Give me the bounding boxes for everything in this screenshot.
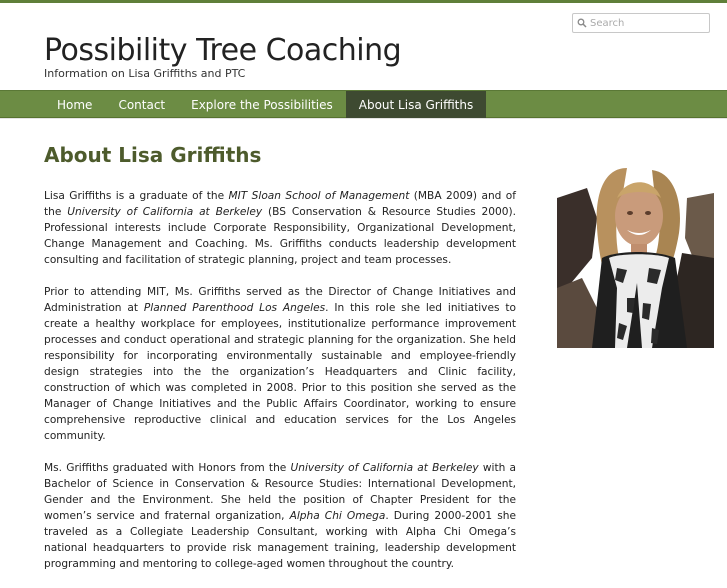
paragraph-2	[44, 284, 516, 444]
search-icon	[577, 18, 587, 28]
main-nav	[0, 90, 727, 118]
organization-name: Alpha Chi Omega	[289, 510, 386, 522]
text: . In this role she led initiatives to create a healthy workplace for employees, institutionalize performance improvement processes and conduct operational and strategic planning for the organization. She held responsibility for incorporating environmentally sustainable and employee-friendly design strategies into the the organization’s Headquarters and Clinic facility, construction of which was completed in 2008. Prior to this position she served as the Manager of Change Initiatives and the Public Affairs Coordinator, working to ensure comprehensive reproductive clinical and education services for the Los Angeles community.	[44, 302, 516, 442]
article-body	[44, 188, 516, 588]
text: with a Bachelor of Science in Conservation & Resource Studies: International Development, Gender and the Environment. She held the position of Chapter President for the women’s service and fraternal organization,	[44, 462, 517, 522]
school-name: University of California at Berkeley	[67, 206, 263, 218]
text: Lisa Griffiths is a graduate of the	[44, 190, 229, 202]
school-name: University of California at Berkeley	[290, 462, 479, 474]
text: Ms. Griffiths graduated with Honors from the	[44, 462, 291, 474]
search-input[interactable]	[590, 15, 708, 31]
nav-item-home[interactable]: Home	[57, 97, 93, 112]
nav-item-about[interactable]: About Lisa Griffiths	[346, 91, 486, 118]
nav-item-explore[interactable]: Explore the Possibilities	[191, 97, 333, 112]
profile-photo	[557, 158, 714, 348]
text: (MBA 2009) and of the	[44, 190, 516, 218]
text: . During 2000-2001 she traveled as a Collegiate Leadership Consultant, working with Alpha Chi Omega’s national headquarters to provide risk management training, leadership development programming and mentoring to college-aged women throughout the country.	[44, 510, 516, 570]
page-title: About Lisa Griffiths	[44, 143, 262, 167]
paragraph-1	[44, 188, 516, 268]
site-description: Information on Lisa Griffiths and PTC	[44, 67, 246, 80]
text: (BS Conservation & Resource Studies 2000). Professional interests include Corporate Responsibility, Organizational Development, Change Management and Coaching. Ms. Griffiths conducts leadership development consulting and facilitation of strategic planning, project and team processes.	[44, 206, 516, 266]
organization-name: Planned Parenthood Los Angeles	[143, 302, 326, 314]
site-title[interactable]: Possibility Tree Coaching	[44, 33, 402, 68]
nav-item-contact[interactable]: Contact	[118, 97, 166, 112]
school-name: MIT Sloan School of Management	[228, 190, 410, 202]
paragraph-3	[44, 460, 516, 572]
search-box[interactable]	[572, 13, 710, 33]
site-header	[0, 3, 727, 90]
text: Prior to attending MIT, Ms. Griffiths served as the Director of Change Initiatives and Administration at	[44, 286, 516, 314]
